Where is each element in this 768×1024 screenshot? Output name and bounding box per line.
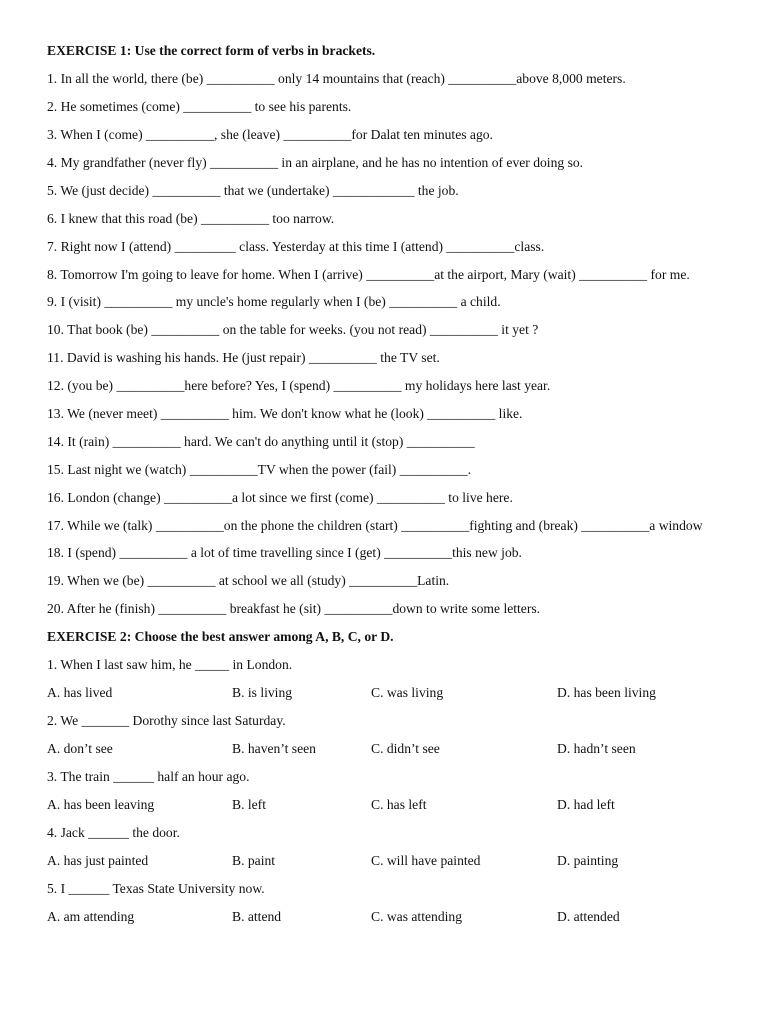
- option-b: B. attend: [232, 909, 282, 924]
- option-c: C. was living: [371, 685, 444, 700]
- exercise-1-item: 7. Right now I (attend) _________ class. Yesterday at this time I (attend) __________class.: [47, 239, 545, 254]
- option-c: C. was attending: [371, 909, 462, 924]
- exercise-2-question: 1. When I last saw him, he _____ in London.: [47, 657, 293, 672]
- exercise-1-item: 15. Last night we (watch) __________TV when the power (fail) __________.: [47, 462, 472, 477]
- exercise-1-item: 9. I (visit) __________ my uncle's home regularly when I (be) __________ a child.: [47, 294, 501, 309]
- exercise-2-question: 3. The train ______ half an hour ago.: [47, 769, 250, 784]
- option-c: C. has left: [371, 797, 427, 812]
- exercise-1-item: 10. That book (be) __________ on the table for weeks. (you not read) __________ it yet ?: [47, 322, 539, 337]
- option-d: D. has been living: [557, 685, 656, 700]
- exercise-1-heading: EXERCISE 1: Use the correct form of verbs in brackets.: [47, 43, 376, 58]
- exercise-1-item: 19. When we (be) __________ at school we all (study) __________Latin.: [47, 573, 450, 588]
- exercise-1-item: 18. I (spend) __________ a lot of time travelling since I (get) __________this new job.: [47, 545, 522, 560]
- exercise-1-item: 17. While we (talk) __________on the phone the children (start) __________fighting and (break) __________a window: [47, 518, 703, 533]
- option-a: A. am attending: [47, 909, 135, 924]
- exercise-1-item: 11. David is washing his hands. He (just repair) __________ the TV set.: [47, 350, 440, 365]
- option-c: C. didn’t see: [371, 741, 440, 756]
- answer-options: [47, 684, 728, 701]
- answer-options: [47, 908, 728, 925]
- answer-options: [47, 740, 728, 757]
- exercise-2-question: 2. We _______ Dorothy since last Saturday.: [47, 713, 286, 728]
- option-d: D. painting: [557, 853, 619, 868]
- exercise-2-question: 4. Jack ______ the door.: [47, 825, 180, 840]
- option-c: C. will have painted: [371, 853, 481, 868]
- option-a: A. has just painted: [47, 853, 149, 868]
- exercise-1-item: 5. We (just decide) __________ that we (undertake) ____________ the job.: [47, 183, 459, 198]
- option-a: A. has lived: [47, 685, 113, 700]
- exercise-1-item: 12. (you be) __________here before? Yes, I (spend) __________ my holidays here last year.: [47, 378, 551, 393]
- answer-options: [47, 796, 728, 813]
- answer-options: [47, 852, 728, 869]
- option-b: B. left: [232, 797, 266, 812]
- exercise-1-item: 20. After he (finish) __________ breakfast he (sit) __________down to write some letters.: [47, 601, 541, 616]
- exercise-1-item: 16. London (change) __________a lot since we first (come) __________ to live here.: [47, 490, 513, 505]
- option-a: A. has been leaving: [47, 797, 155, 812]
- option-b: B. haven’t seen: [232, 741, 316, 756]
- exercise-1-item: 1. In all the world, there (be) __________ only 14 mountains that (reach) __________above 8,000 meters.: [47, 71, 626, 86]
- exercise-1-item: 13. We (never meet) __________ him. We don't know what he (look) __________ like.: [47, 406, 523, 421]
- exercise-2-heading: EXERCISE 2: Choose the best answer among A, B, C, or D.: [47, 629, 394, 644]
- option-d: D. hadn’t seen: [557, 741, 636, 756]
- exercise-1-item: 6. I knew that this road (be) __________ too narrow.: [47, 211, 335, 226]
- option-b: B. paint: [232, 853, 276, 868]
- exercise-1-item: 2. He sometimes (come) __________ to see his parents.: [47, 99, 352, 114]
- option-d: D. attended: [557, 909, 620, 924]
- exercise-2-question: 5. I ______ Texas State University now.: [47, 881, 265, 896]
- option-d: D. had left: [557, 797, 615, 812]
- exercise-1-item: 4. My grandfather (never fly) __________ in an airplane, and he has no intention of ever doing so.: [47, 155, 584, 170]
- exercise-1-item: 8. Tomorrow I'm going to leave for home. When I (arrive) __________at the airport, Mary (wait) __________ for me.: [47, 267, 690, 282]
- exercise-1-item: 14. It (rain) __________ hard. We can't do anything until it (stop) __________: [47, 434, 475, 449]
- option-b: B. is living: [232, 685, 293, 700]
- exercise-1-item: 3. When I (come) __________, she (leave) __________for Dalat ten minutes ago.: [47, 127, 493, 142]
- option-a: A. don’t see: [47, 741, 113, 756]
